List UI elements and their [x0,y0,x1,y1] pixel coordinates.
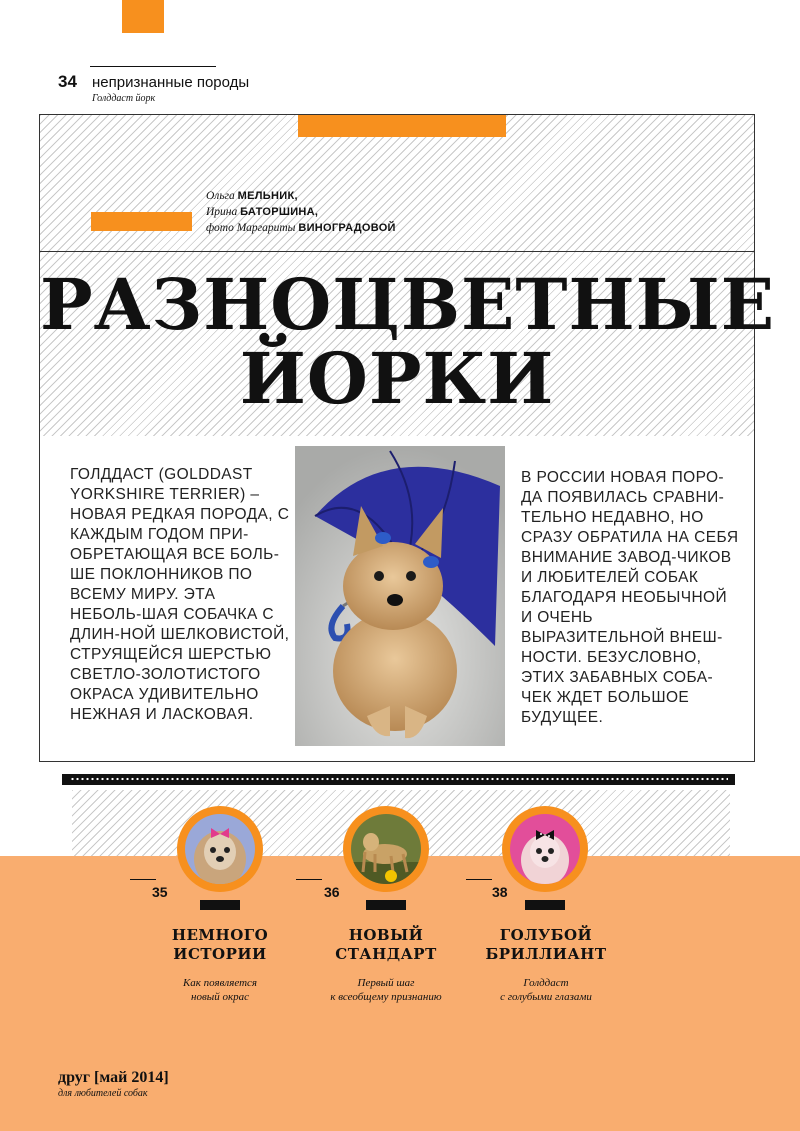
teaser-stand [366,900,406,910]
page-ref-line [296,879,322,880]
section-subtitle: Голддаст йорк [92,93,156,104]
yorkie-umbrella-photo [295,446,505,746]
teaser-description [466,976,626,1004]
body-text-left: ГОЛДДАСТ (GOLDDAST YORKSHIRE TERRIER) – НОВАЯ РЕДКАЯ ПОРОДА, С КАЖДЫМ ГОДОМ ПРИ-ОБРЕТАЮЩАЯ ВСЕ БОЛЬ-ШЕ ПОКЛОННИКОВ ПО ВСЕМУ МИРУ. ЭТА НЕБОЛЬ-ШАЯ СОБАЧКА С ДЛИН-НОЙ ШЕЛКОВИСТОЙ, СТРУЯЩЕЙСЯ ШЕРСТЬЮ СВЕТЛО-ЗОЛОТИСТОГО ОКРАСА УДИВИТЕЛЬНО НЕЖНАЯ И ЛАСКОВАЯ. [70,466,290,723]
teaser-description [306,976,466,1004]
teaser-stand [200,900,240,910]
orange-bar-top [298,115,506,137]
author-last-name: БАТОРШИНА, [240,206,319,218]
teaser-title [476,926,616,964]
page-number: 34 [58,72,77,91]
page-ref-line [130,879,156,880]
headline-line-1: РАЗНОЦВЕТНЫЕ [40,263,776,346]
magazine-name: друг [май 2014] [58,1069,169,1086]
author-first-name: Ольга [206,190,235,202]
teaser-stand [525,900,565,910]
teaser-desc-line: Голддаст [523,977,569,989]
teaser-desc-line: новый окрас [191,991,249,1003]
section-rule [90,66,216,67]
page-ref-number: 35 [152,884,168,900]
body-text-right: В РОССИИ НОВАЯ ПОРО-ДА ПОЯВИЛАСЬ СРАВНИ-ТЕЛЬНО НЕДАВНО, НО СРАЗУ ОБРАТИЛА НА СЕБЯ ВНИМАНИЕ ЗАВОД-ЧИКОВ И ЛЮБИТЕЛЕЙ СОБАК БЛАГОДАРЯ НЕОБЫЧНОЙ И ОЧЕНЬ ВЫРАЗИТЕЛЬНОЙ ВНЕШ-НОСТИ. БЕЗУСЛОВНО, ЭТИХ ЗАБАВНЫХ СОБА-ЧЕК ЖДЕТ БОЛЬШОЕ БУДУЩЕЕ. [521,469,739,726]
author-first-name: Ирина [206,206,238,218]
teaser-title-line: ИСТОРИИ [173,945,267,963]
teaser-circle [502,806,588,892]
orange-bar-byline [91,212,192,231]
author-last-name: МЕЛЬНИК, [237,190,298,202]
teaser-title-line: НОВЫЙ [348,926,424,944]
top-page-tab [122,0,164,33]
photo-credit-prefix: фото Маргариты [206,222,296,234]
teaser-desc-line: Как появляется [182,977,258,989]
yorkie-show-stand-icon [351,814,421,884]
page-ref-line [466,879,492,880]
dotted-line [70,777,728,781]
page-ref-number: 36 [324,884,340,900]
teaser-title-line: БРИЛЛИАНТ [485,945,607,963]
headline-line-2: ЙОРКИ [239,337,555,420]
teaser-desc-line: к всеобщему признанию [330,991,442,1003]
teaser-desc-line: Первый шаг [357,977,415,989]
photographer-name: ВИНОГРАДОВОЙ [298,222,396,234]
magazine-tagline: для любителей собак [58,1088,148,1099]
teaser-circle [177,806,263,892]
byline [206,188,396,236]
teaser-title-line: ГОЛУБОЙ [499,926,593,944]
teaser-title-line: СТАНДАРТ [335,945,437,963]
teaser-description [140,976,300,1004]
teaser-title-line: НЕМНОГО [171,926,269,944]
teaser-circle [343,806,429,892]
teaser-desc-line: с голубыми глазами [500,991,592,1003]
yorkie-pink-bow-icon [185,814,255,884]
page-ref-number: 38 [492,884,508,900]
teaser-blue-diamond[interactable] [466,800,666,1010]
yorkie-pink-background-icon [510,814,580,884]
teaser-title [150,926,290,964]
teaser-title [316,926,456,964]
section-title: непризнанные породы [92,74,250,91]
headline [40,263,776,420]
